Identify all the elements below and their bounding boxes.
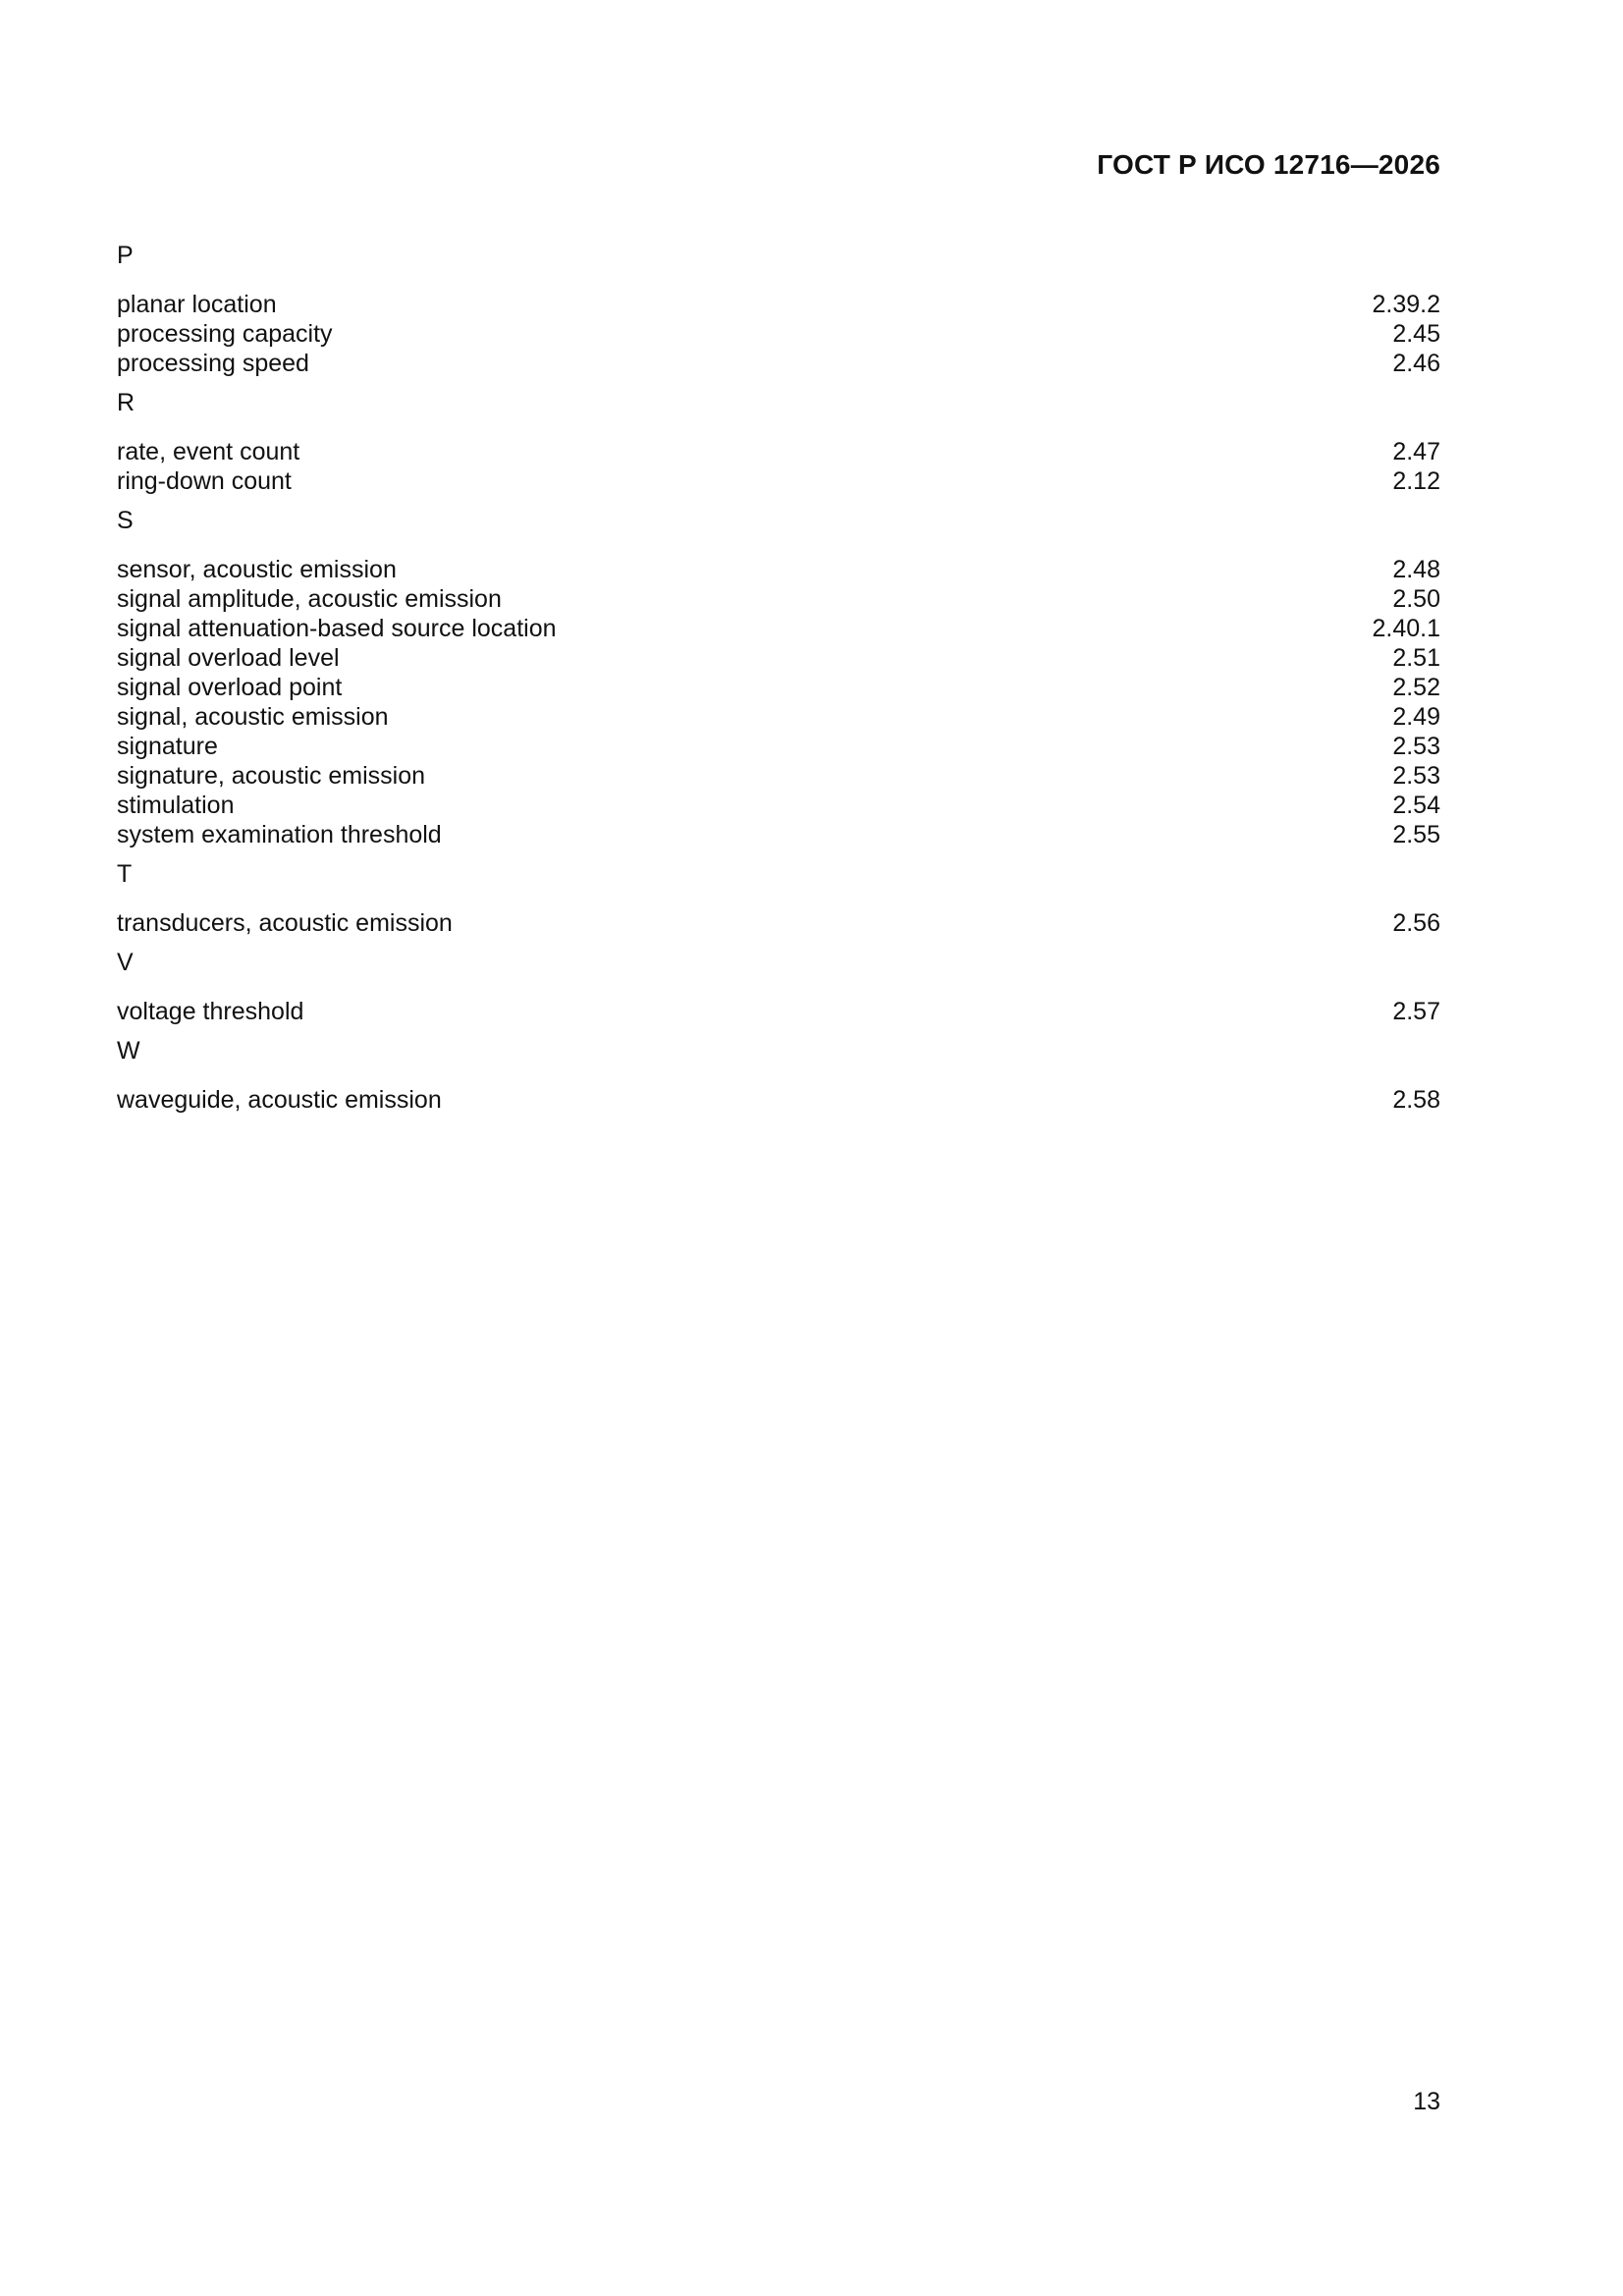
index-entry	[117, 791, 1440, 820]
entry-reference: 2.51	[1392, 644, 1440, 672]
index-entry	[117, 614, 1440, 643]
index-section-s	[117, 506, 1440, 849]
entry-term: signal, acoustic emission	[117, 703, 389, 731]
entry-term: processing speed	[117, 350, 309, 377]
index-entry	[117, 349, 1440, 378]
index-entry	[117, 1085, 1440, 1115]
index-entry	[117, 584, 1440, 614]
entry-reference: 2.53	[1392, 733, 1440, 760]
document-header: ГОСТ Р ИСО 12716—2026	[1097, 149, 1440, 180]
entry-reference: 2.48	[1392, 556, 1440, 583]
index-entry	[117, 290, 1440, 319]
index-entry	[117, 702, 1440, 732]
entry-reference: 2.39.2	[1372, 291, 1440, 318]
page-number: 13	[1413, 2088, 1440, 2115]
section-letter: P	[117, 242, 134, 269]
index-entry	[117, 732, 1440, 761]
entry-reference: 2.52	[1392, 674, 1440, 701]
alphabetical-index	[117, 241, 1440, 1124]
index-section-p	[117, 241, 1440, 378]
entry-term: system examination threshold	[117, 821, 442, 848]
index-entry	[117, 673, 1440, 702]
index-entry	[117, 908, 1440, 938]
index-section-t	[117, 859, 1440, 938]
entry-term: rate, event count	[117, 438, 300, 465]
entry-reference: 2.47	[1392, 438, 1440, 465]
index-entry	[117, 437, 1440, 466]
entry-reference: 2.56	[1392, 909, 1440, 937]
entry-term: ring-down count	[117, 467, 292, 495]
entry-reference: 2.57	[1392, 998, 1440, 1025]
entry-term: planar location	[117, 291, 277, 318]
index-entry	[117, 643, 1440, 673]
section-letter: R	[117, 389, 135, 416]
entry-reference: 2.45	[1392, 320, 1440, 348]
index-section-v	[117, 948, 1440, 1026]
entry-reference: 2.50	[1392, 585, 1440, 613]
entry-reference: 2.55	[1392, 821, 1440, 848]
index-entry	[117, 555, 1440, 584]
index-entry	[117, 319, 1440, 349]
entry-reference: 2.54	[1392, 792, 1440, 819]
entry-reference: 2.58	[1392, 1086, 1440, 1114]
index-entry	[117, 820, 1440, 849]
entry-reference: 2.12	[1392, 467, 1440, 495]
index-entry	[117, 761, 1440, 791]
entry-reference: 2.46	[1392, 350, 1440, 377]
section-letter: T	[117, 860, 133, 888]
entry-term: processing capacity	[117, 320, 333, 348]
entry-term: waveguide, acoustic emission	[117, 1086, 442, 1114]
index-section-w	[117, 1036, 1440, 1115]
entry-term: stimulation	[117, 792, 235, 819]
entry-term: signature	[117, 733, 218, 760]
entry-term: voltage threshold	[117, 998, 304, 1025]
section-letter: V	[117, 949, 134, 976]
entry-term: sensor, acoustic emission	[117, 556, 397, 583]
entry-term: transducers, acoustic emission	[117, 909, 453, 937]
index-entry	[117, 997, 1440, 1026]
index-entry	[117, 466, 1440, 496]
entry-reference: 2.53	[1392, 762, 1440, 790]
section-letter: S	[117, 507, 134, 534]
entry-reference: 2.40.1	[1372, 615, 1440, 642]
entry-term: signal amplitude, acoustic emission	[117, 585, 502, 613]
entry-term: signal overload point	[117, 674, 343, 701]
entry-reference: 2.49	[1392, 703, 1440, 731]
entry-term: signal attenuation-based source location	[117, 615, 557, 642]
entry-term: signal overload level	[117, 644, 340, 672]
index-section-r	[117, 388, 1440, 496]
entry-term: signature, acoustic emission	[117, 762, 426, 790]
section-letter: W	[117, 1037, 140, 1065]
